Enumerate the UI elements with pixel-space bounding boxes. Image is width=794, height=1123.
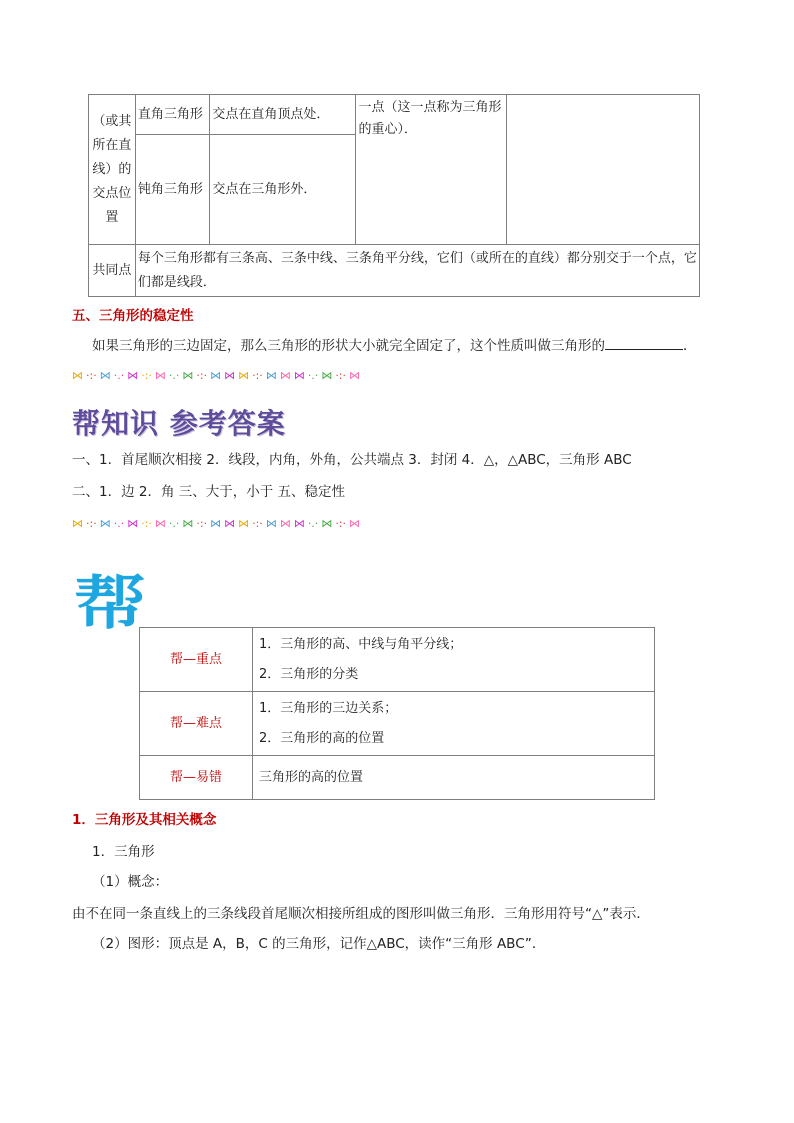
dots-icon: ·.· [168, 368, 180, 382]
dots-icon: ·:· [252, 368, 263, 382]
butterfly-icon: ⋈ [224, 516, 236, 530]
section-5-text-after: ． [683, 338, 697, 354]
dots-icon: ·:· [86, 516, 97, 530]
dots-icon: ·.· [113, 368, 125, 382]
butterfly-icon: ⋈ [154, 516, 166, 530]
dots-icon: ·:· [86, 368, 97, 382]
dots-icon: ·:· [335, 516, 347, 530]
butterfly-icon: ⋈ [127, 516, 139, 530]
centroid-note: 一点（这一点称为三角形的重心）． [356, 95, 506, 245]
help-item: 2．三角形的分类 [259, 666, 359, 682]
section-1-sub: 1．三角形 [92, 844, 155, 860]
butterfly-icon: ⋈ [321, 516, 333, 530]
butterfly-icon: ⋈ [99, 516, 111, 530]
obtuse-triangle-type: 钝角三角形 [135, 135, 210, 245]
answers-line-1: 一、1．首尾顺次相接 2．线段，内角，外角，公共端点 3．封闭 4．△，△ABC，三角形 ABC [72, 452, 632, 468]
butterfly-icon: ⋈ [182, 516, 194, 530]
butterfly-icon: ⋈ [293, 516, 305, 530]
decorative-divider [72, 364, 722, 386]
help-content-mistake [253, 756, 655, 800]
right-triangle-position: 交点在直角顶点处． [210, 95, 356, 135]
section-1-title: 1．三角形及其相关概念 [72, 812, 217, 828]
butterfly-icon: ⋈ [279, 368, 291, 382]
butterfly-icon: ⋈ [349, 368, 361, 382]
help-label-difficult: 帮—难点 [140, 692, 253, 756]
butterfly-icon: ⋈ [72, 516, 83, 530]
answers-line-2: 二、1．边 2．角 三、大于，小于 五、稳定性 [72, 484, 346, 500]
butterfly-icon: ⋈ [224, 368, 236, 382]
dots-icon: ·:· [196, 368, 208, 382]
concept-label: （1）概念： [92, 874, 169, 890]
butterfly-icon: ⋈ [293, 368, 305, 382]
common-label: 共同点 [89, 245, 136, 297]
decorative-divider [72, 512, 722, 534]
right-triangle-type: 直角三角形 [135, 95, 210, 135]
help-item: 三角形的高的位置 [259, 769, 364, 785]
help-label-mistake: 帮—易错 [140, 756, 253, 800]
concept-text: 由不在同一条直线上的三条线段首尾顺次相接所组成的图形叫做三角形．三角形用符号“△”表示． [72, 906, 650, 922]
help-table [139, 627, 655, 800]
butterfly-icon: ⋈ [210, 368, 222, 382]
dots-icon: ·:· [335, 368, 347, 382]
common-text: 每个三角形都有三条高、三条中线、三条角平分线，它们（或所在的直线）都分别交于一个点，它们都是线段． [135, 245, 699, 297]
dots-icon: ·.· [307, 368, 319, 382]
help-content-key [253, 628, 655, 692]
butterfly-icon: ⋈ [72, 368, 83, 382]
properties-table [88, 94, 700, 297]
butterfly-icon: ⋈ [265, 516, 277, 530]
dots-icon: ·.· [307, 516, 319, 530]
section-5-text-before: 如果三角形的三边固定，那么三角形的形状大小就完全固定了，这个性质叫做三角形的 [92, 338, 605, 354]
dots-icon: ·:· [252, 516, 263, 530]
butterfly-icon: ⋈ [238, 516, 250, 530]
help-item: 1．三角形的高、中线与角平分线； [259, 636, 463, 652]
section-5-title: 五、三角形的稳定性 [72, 308, 194, 324]
butterfly-icon: ⋈ [265, 368, 277, 382]
butterfly-icon: ⋈ [238, 368, 250, 382]
position-label: （或其所在直线）的交点位置 [89, 95, 136, 245]
figure-text: （2）图形：顶点是 A，B，C 的三角形，记作△ABC，读作“三角形 ABC”． [92, 936, 546, 952]
butterfly-icon: ⋈ [99, 368, 111, 382]
empty-cell [506, 95, 700, 245]
help-content-difficult [253, 692, 655, 756]
dots-icon: ·.· [113, 516, 125, 530]
butterfly-icon: ⋈ [127, 368, 139, 382]
help-label-key: 帮—重点 [140, 628, 253, 692]
answers-heading: 帮知识 参考答案 [72, 407, 286, 440]
butterfly-icon: ⋈ [182, 368, 194, 382]
butterfly-icon: ⋈ [210, 516, 222, 530]
help-item: 2．三角形的高的位置 [259, 730, 385, 746]
section-5-text [92, 334, 732, 354]
dots-icon: ·:· [141, 368, 152, 382]
butterfly-icon: ⋈ [349, 516, 361, 530]
dots-icon: ·.· [168, 516, 180, 530]
butterfly-icon: ⋈ [279, 516, 291, 530]
butterfly-icon: ⋈ [154, 368, 166, 382]
answer-blank [605, 335, 683, 350]
help-item: 1．三角形的三边关系； [259, 700, 398, 716]
butterfly-icon: ⋈ [321, 368, 333, 382]
help-logo: 帮 [74, 569, 140, 637]
dots-icon: ·:· [196, 516, 208, 530]
obtuse-triangle-position: 交点在三角形外． [210, 135, 356, 245]
dots-icon: ·:· [141, 516, 152, 530]
